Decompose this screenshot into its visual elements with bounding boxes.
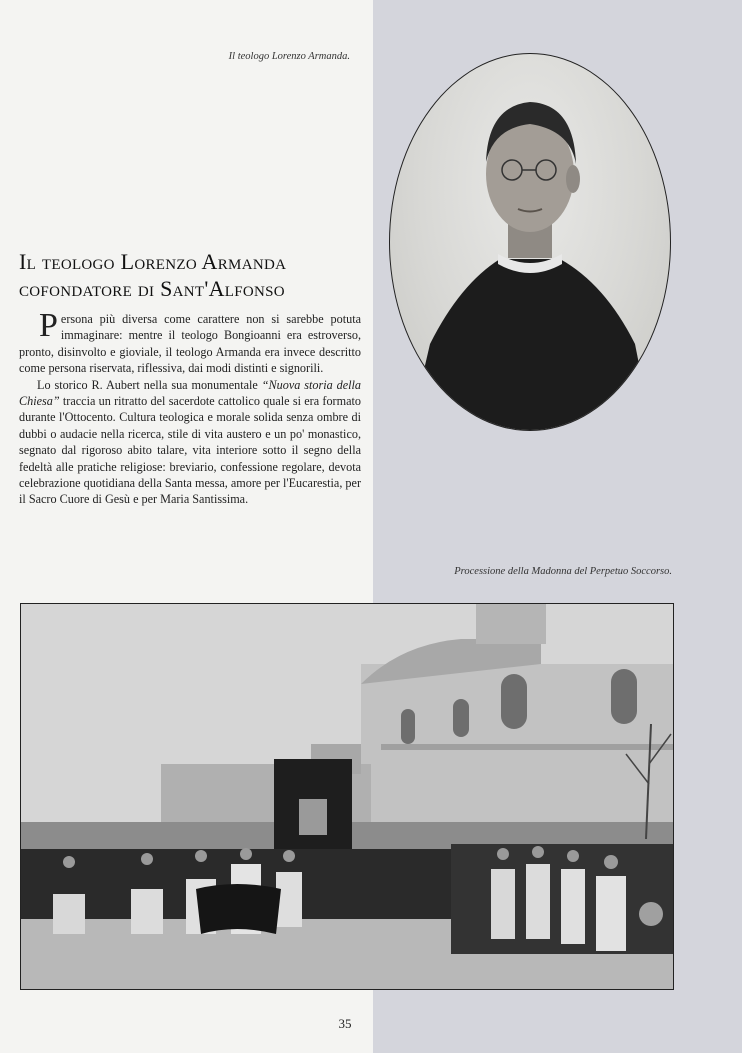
drop-cap: P bbox=[39, 307, 58, 344]
article-body bbox=[19, 307, 361, 508]
portrait-illustration bbox=[390, 54, 670, 430]
article-title-line2: cofondatore di Sant'Alfonso bbox=[19, 276, 285, 301]
paragraph-2-text: traccia un ritratto del sacerdote cattolico quale si era formato durante l'Ottocento. Cultura teologica e morale solida senza ombre di dubbi o audacie nella ricerca, stile di vita austero e un po' monastico, segnato dal rigoroso abito talare, vita interiore sotto il segno della fedeltà alle pratiche religiose: breviario, confessione regolare, devota celebrazione quotidiana della Santa messa, amore per l'Eucarestia, per il Sacro Cuore di Gesù e per Maria Santissima. bbox=[19, 394, 361, 507]
procession-illustration bbox=[21, 604, 673, 989]
paragraph-1-text: ersona più diversa come carattere non si sarebbe potuta immaginare: mentre il teologo Bongioanni era estroverso, pronto, disinvolto e gioviale, il teologo Armanda era invece descritto come persona riservata, riflessiva, dai modi distinti e signorili. bbox=[19, 312, 361, 376]
portrait-caption: Il teologo Lorenzo Armanda. bbox=[228, 51, 350, 62]
article-title bbox=[19, 248, 359, 302]
procession-photo bbox=[20, 603, 674, 990]
article-title-line1: Il teologo Lorenzo Armanda bbox=[19, 249, 287, 274]
paragraph-2-start: Lo storico R. Aubert nella sua monumentale bbox=[37, 377, 262, 392]
portrait-photo bbox=[389, 53, 671, 431]
book-title: “Nuova storia della Chiesa” bbox=[19, 377, 361, 409]
procession-caption: Processione della Madonna del Perpetuo Soccorso. bbox=[454, 566, 672, 577]
page-number: 35 bbox=[338, 1016, 352, 1031]
paragraph-2 bbox=[19, 377, 361, 508]
paragraph-1 bbox=[19, 307, 361, 377]
